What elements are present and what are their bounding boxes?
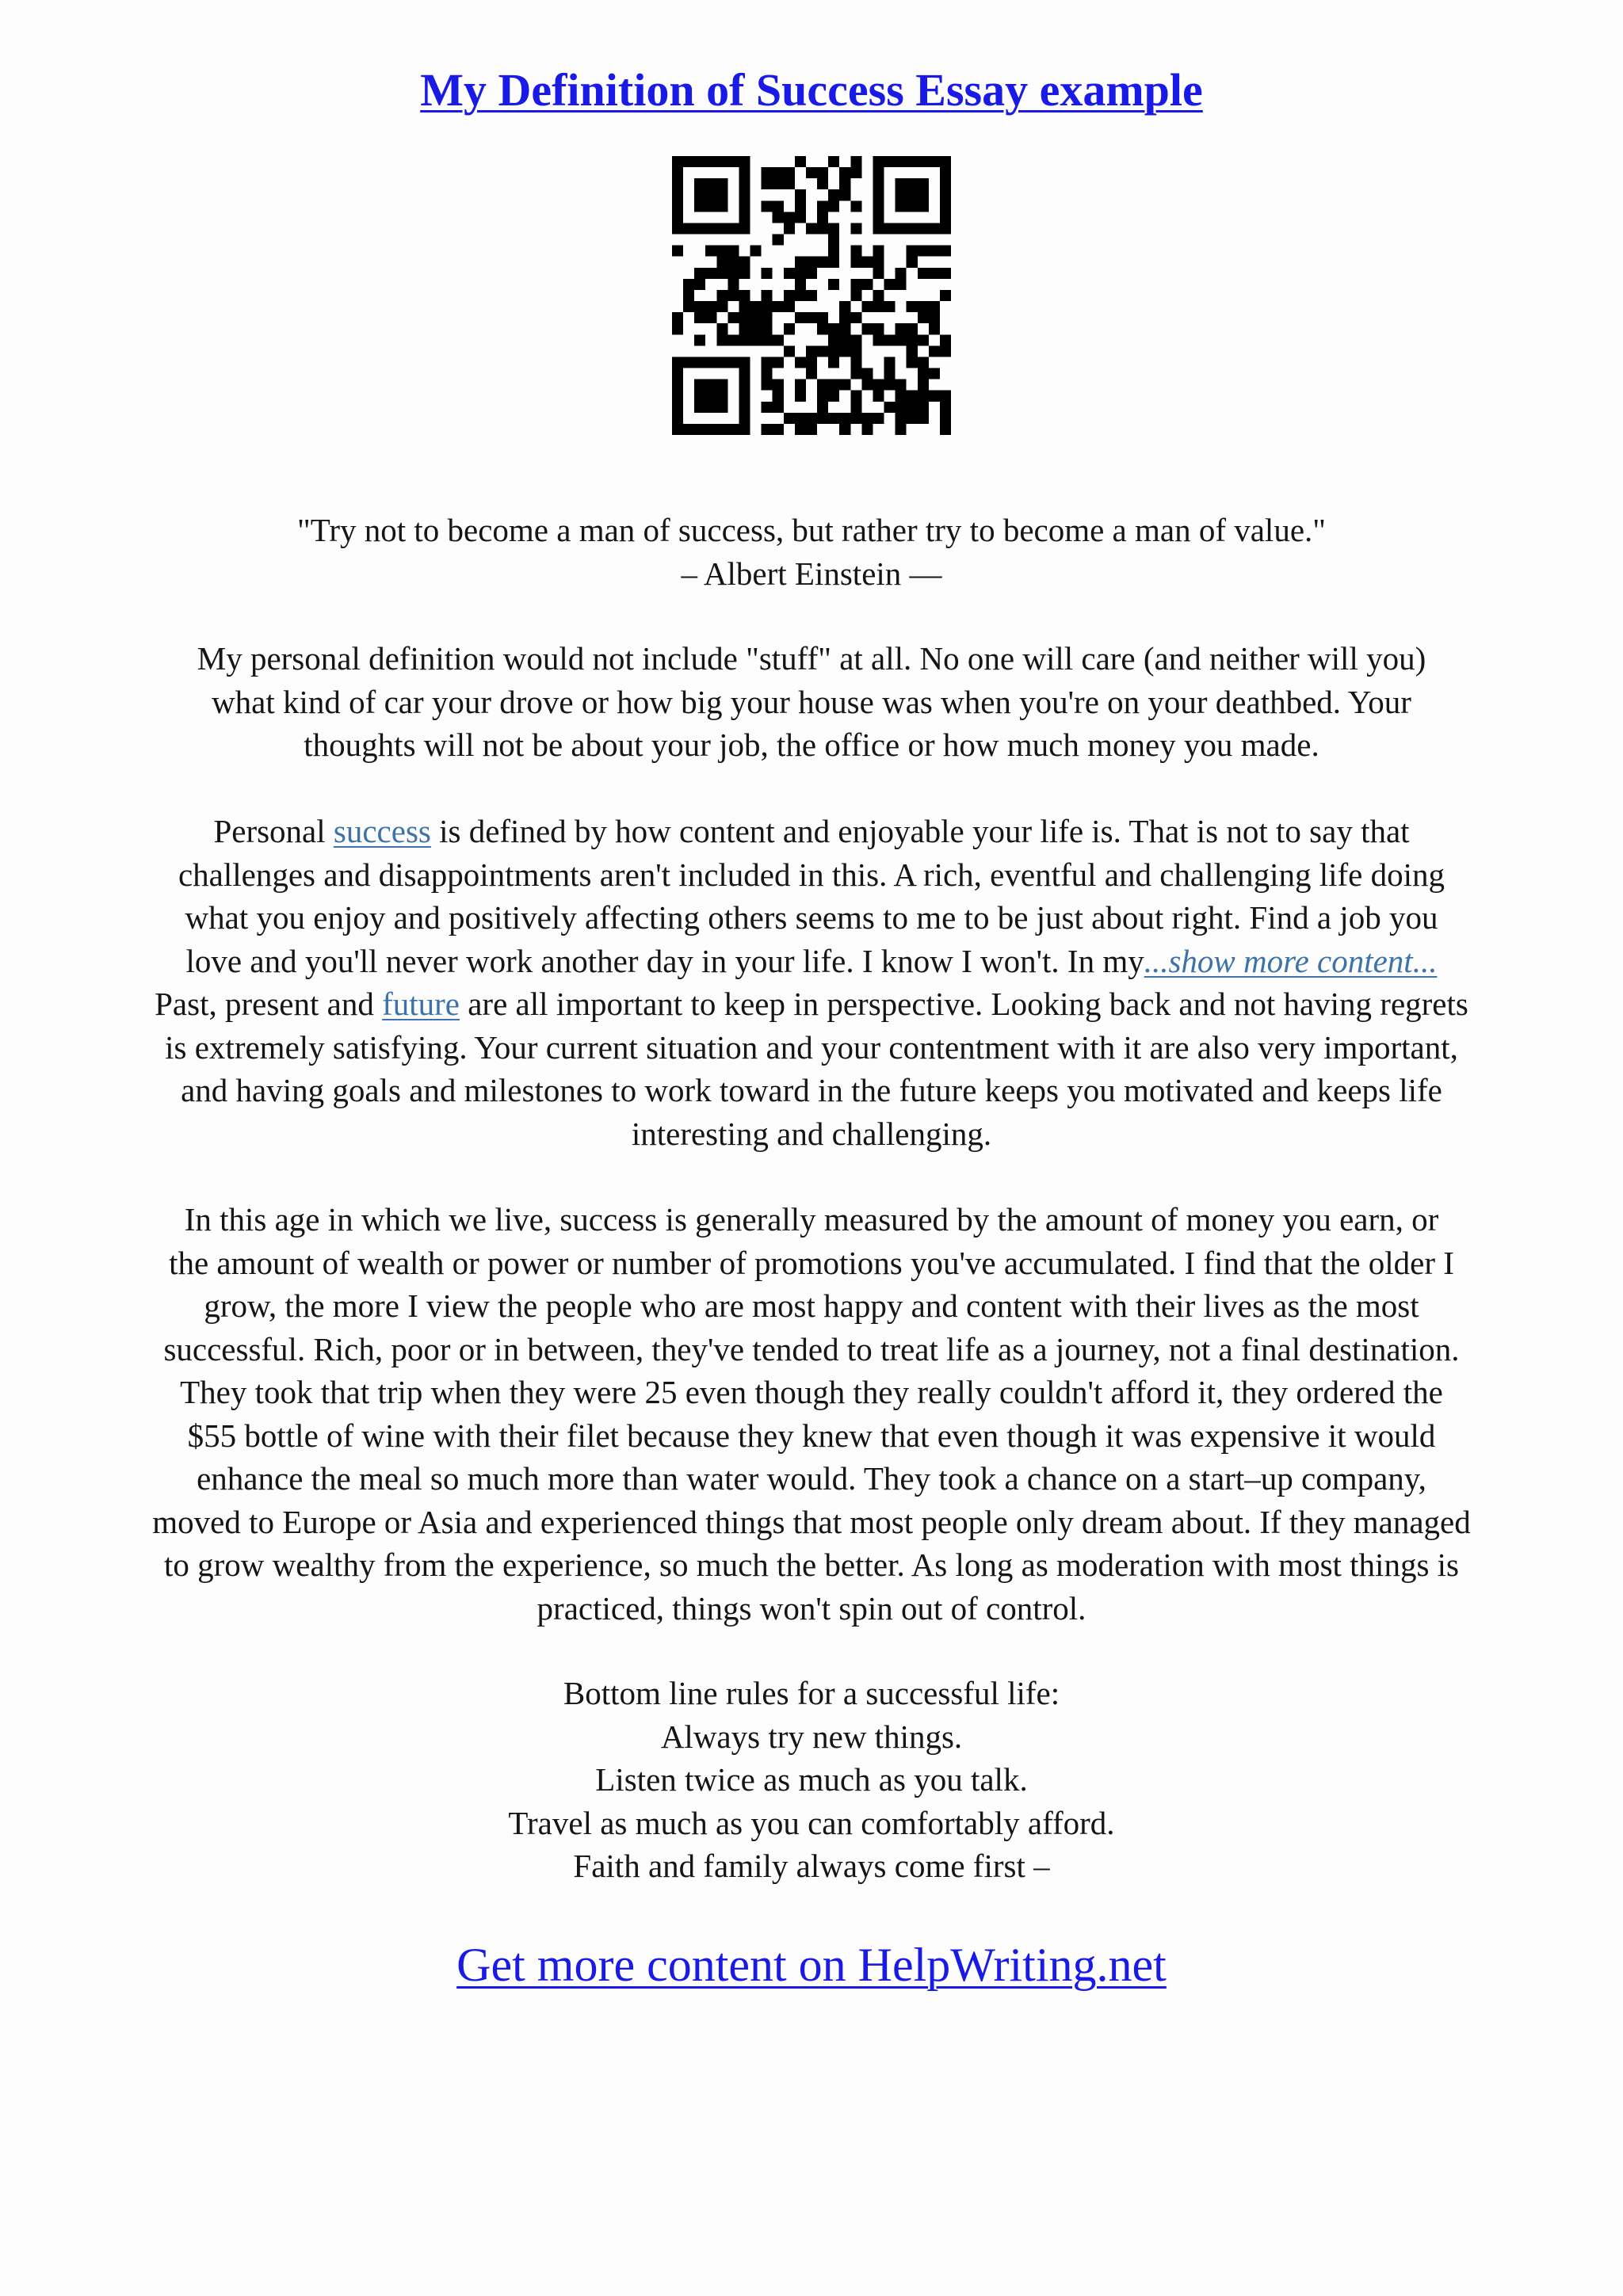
paragraph-line: and having goals and milestones to work toward in the future keeps you motivated and keeps life: [181, 1072, 1442, 1108]
paragraph-line: My personal definition would not include "stuff" at all. No one will care (and neither will you): [197, 640, 1426, 677]
paragraph-line: practiced, things won't spin out of control.: [537, 1589, 1086, 1627]
rule-item: Listen twice as much as you talk.: [595, 1761, 1028, 1798]
footer: [0, 1933, 1623, 1997]
line-text: Past, present and: [155, 986, 383, 1022]
paragraph-line: is extremely satisfying. Your current situation and your contentment with it are also very important,: [165, 1028, 1458, 1066]
paragraph-line: the amount of wealth or power or number of promotions you've accumulated. I find that the older I: [169, 1244, 1454, 1281]
paragraph-line: to grow wealthy from the experience, so much the better. As long as moderation with most things is: [164, 1547, 1459, 1583]
quote-text: "Try not to become a man of success, but rather try to become a man of value.": [296, 512, 1327, 548]
paragraph-line: challenges and disappointments aren't included in this. A rich, eventful and challenging life doing: [178, 856, 1445, 893]
paragraph-line: successful. Rich, poor or in between, they've tended to treat life as a journey, not a final destination.: [163, 1330, 1460, 1367]
line-text: are all important to keep in perspective. Looking back and not having regrets: [459, 986, 1468, 1022]
paragraph-line: what kind of car your drove or how big your house was when you're on your deathbed. Your: [212, 683, 1411, 720]
paragraph-line: grow, the more I view the people who are most happy and content with their lives as the most: [204, 1287, 1419, 1324]
rule-item: Always try new things.: [660, 1718, 963, 1755]
paragraph-line: They took that trip when they were 25 even though they really couldn't afford it, they ordered the: [180, 1374, 1443, 1410]
line-text: love and you'll never work another day in your life. I know I won't. In my: [185, 942, 1144, 979]
essay-title-link[interactable]: My Definition of Success Essay example: [420, 64, 1203, 116]
paragraph-1: [55, 637, 1568, 767]
rule-item: Travel as much as you can comfortably afford.: [508, 1804, 1115, 1841]
paragraph-line: [55, 982, 1568, 1026]
show-more-link[interactable]: ...show more content...: [1144, 942, 1438, 979]
einstein-quote: [55, 509, 1568, 595]
paragraph-line: what you enjoy and positively affecting others seems to me to be just about right. Find a job you: [185, 899, 1438, 936]
paragraph-line: [55, 940, 1568, 983]
line-text: is defined by how content and enjoyable your life is. That is not to say that: [430, 813, 1410, 849]
rule-item: Faith and family always come first –: [573, 1848, 1050, 1884]
line-text: Personal: [213, 813, 334, 849]
future-link[interactable]: future: [382, 986, 460, 1022]
paragraph-line: $55 bottle of wine with their filet because they knew that even though it was expensive it would: [187, 1417, 1436, 1454]
rules-heading: Bottom line rules for a successful life:: [563, 1675, 1060, 1711]
paragraph-line: enhance the meal so much more than water would. They took a chance on a start–up company,: [197, 1460, 1426, 1497]
qr-code-icon: [672, 156, 951, 435]
essay-title: [0, 59, 1623, 122]
paragraph-3: [55, 1198, 1568, 1630]
get-more-content-link[interactable]: Get more content on HelpWriting.net: [456, 1939, 1167, 1991]
paragraph-line: moved to Europe or Asia and experienced things that most people only dream about. If they managed: [152, 1503, 1471, 1540]
paragraph-2: [55, 810, 1568, 1155]
paragraph-line: [55, 810, 1568, 853]
paragraph-line: In this age in which we live, success is generally measured by the amount of money you earn, or: [184, 1201, 1439, 1238]
paragraph-line: interesting and challenging.: [631, 1115, 992, 1152]
rules-list: [55, 1672, 1568, 1888]
success-link[interactable]: success: [333, 813, 431, 849]
quote-attribution: – Albert Einstein —: [681, 555, 942, 592]
paragraph-line: thoughts will not be about your job, the office or how much money you made.: [304, 727, 1319, 763]
